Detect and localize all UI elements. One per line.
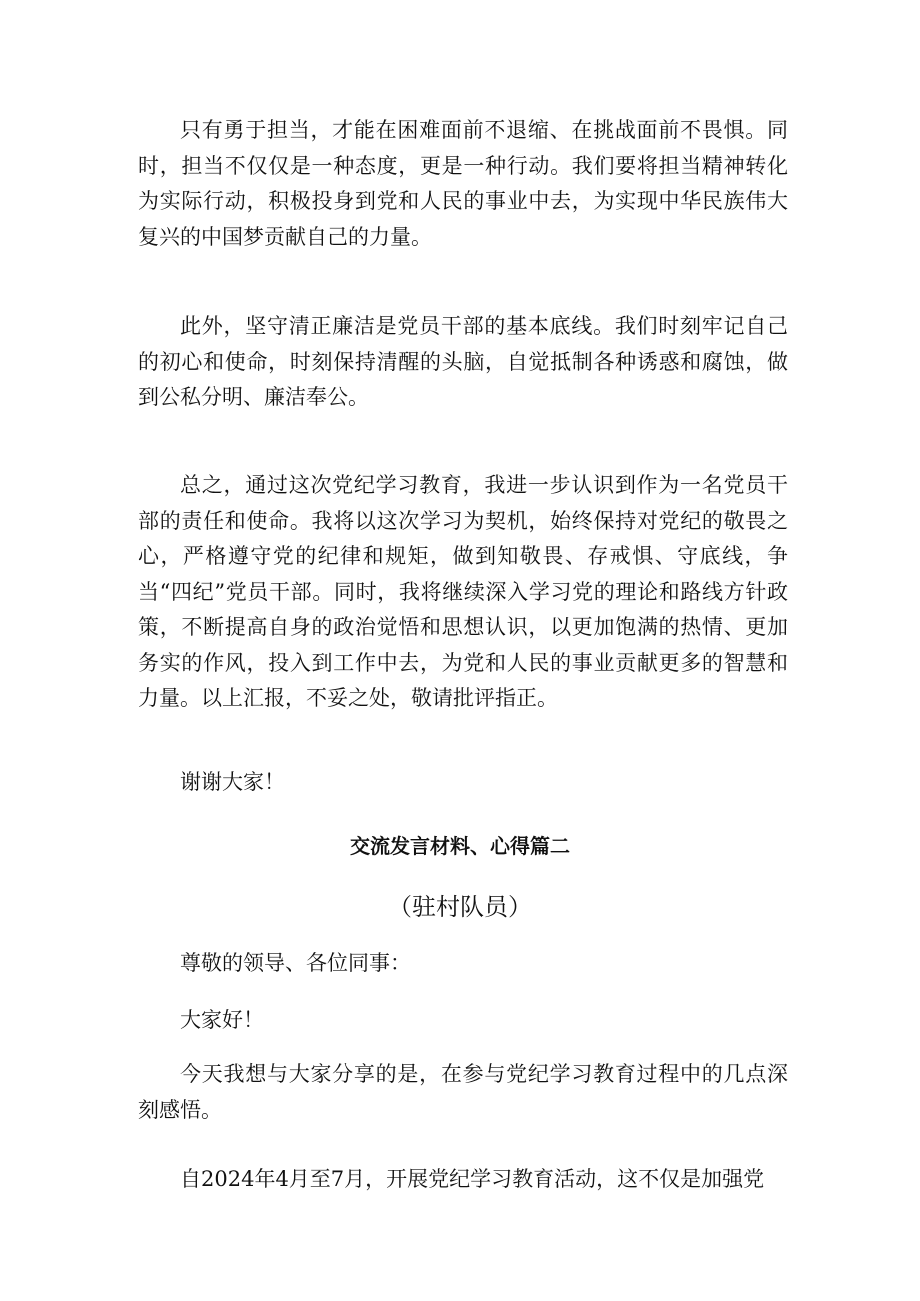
section-subtitle: （驻村队员） (388, 894, 532, 921)
salutation: 尊敬的领导、各位同事： (180, 951, 411, 975)
greeting: 大家好！ (180, 1008, 264, 1032)
paragraph-education-period: 自2024年4月至7月，开展党纪学习教育活动，这不仅是加强党 (180, 1167, 765, 1191)
paragraph-conclusion: 总之，通过这次党纪学习教育，我进一步认识到作为一名党员干部的责任和使命。我将以这次学习为契机，始终保持对党纪的敬畏之心，严格遵守党的纪律和规矩，做到知敬畏、存戒惧、守底线，争当“四纪”党员干部。同时，我将继续深入学习党的理论和路线方针政策，不断提高自身的政治觉悟和思想认识，以更加饱满的热情、更加务实的作风，投入到工作中去，为党和人民的事业贡献更多的智慧和力量。以上汇报，不妥之处，敬请批评指正。 (138, 473, 788, 710)
paragraph-sharing: 今天我想与大家分享的是，在参与党纪学习教育过程中的几点深刻感悟。 (138, 1062, 788, 1122)
section-title: 交流发言材料、心得篇二 (350, 834, 570, 858)
thanks-line: 谢谢大家！ (180, 770, 285, 794)
paragraph-responsibility: 只有勇于担当，才能在困难面前不退缩、在挑战面前不畏惧。同时，担当不仅仅是一种态度，更是一种行动。我们要将担当精神转化为实际行动，积极投身到党和人民的事业中去，为实现中华民族伟大复兴的中国梦贡献自己的力量。 (138, 118, 788, 249)
paragraph-integrity: 此外，坚守清正廉洁是党员干部的基本底线。我们时刻牢记自己的初心和使命，时刻保持清醒的头脑，自觉抵制各种诱惑和腐蚀，做到公私分明、廉洁奉公。 (138, 314, 788, 409)
